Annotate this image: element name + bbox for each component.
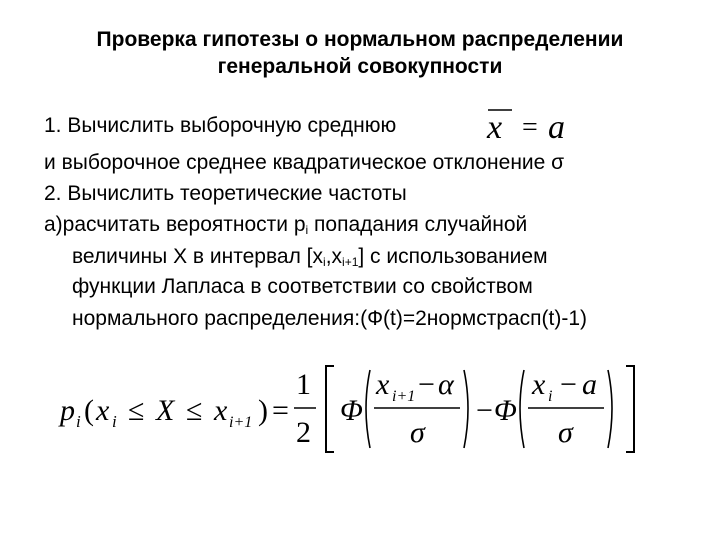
fraction-denominator: 2 [296, 416, 311, 449]
laplace-line: функции Лапласа в соответствии со свойством [72, 275, 533, 298]
num-1-subscript: i+1 [392, 388, 416, 405]
num-1-alpha: α [438, 368, 454, 401]
num-2-minus: − [560, 368, 577, 401]
subscript-i: i [305, 223, 309, 237]
fraction-numerator: 1 [296, 368, 311, 401]
interval-text-end: ] с использованием [358, 245, 548, 268]
den-1-sigma: σ [410, 416, 425, 449]
open-paren: ( [84, 394, 94, 427]
step-a-text-end: попадания случайной [308, 213, 528, 236]
step-1-text: 1. Вычислить выборочную среднюю [44, 114, 397, 137]
phi-1-close-paren [464, 370, 468, 448]
normal-distribution-line: нормального распределения:(Ф(t)=2нормстрасп(t)-1) [72, 307, 588, 330]
interval-line [72, 245, 548, 274]
mean-x: x [487, 109, 503, 144]
step-a-text: а)расчитать вероятности p [44, 213, 306, 236]
x-left-subscript: i [112, 412, 117, 431]
x-right-subscript: i+1 [229, 414, 253, 431]
subscript-i-plus-1: i+1 [342, 255, 359, 269]
den-2-sigma: σ [558, 416, 573, 449]
mean-a: a [548, 109, 565, 144]
slide-title [40, 26, 680, 80]
p-symbol: p [60, 394, 75, 427]
num-1-x: x [376, 368, 390, 401]
num-2-x: x [532, 368, 546, 401]
interval-text: величины Х в интервал [x [72, 245, 324, 268]
title-line-1: Проверка гипотезы о нормальном распределении [96, 28, 624, 51]
close-paren: ) [258, 394, 268, 427]
left-bracket [326, 366, 334, 452]
subscript-i: i [323, 255, 326, 269]
phi-symbol-2: Φ [494, 394, 517, 427]
num-2-a: a [582, 368, 597, 401]
title-line-2: генеральной совокупности [217, 55, 503, 78]
step-a-line [44, 213, 527, 242]
p-subscript: i [76, 412, 81, 431]
sample-mean-formula [482, 104, 582, 144]
num-2-subscript: i [548, 388, 553, 405]
phi-1-open-paren [366, 370, 370, 448]
step-1-continuation: и выборочное среднее квадратическое отклонение σ [44, 151, 565, 174]
random-variable-X: X [156, 394, 175, 427]
equals-sign: = [522, 112, 538, 143]
probability-formula [58, 360, 658, 460]
right-bracket [626, 366, 634, 452]
phi-2-close-paren [608, 370, 612, 448]
le-sign-1: ≤ [128, 394, 145, 427]
phi-symbol-1: Φ [340, 394, 363, 427]
phi-2-open-paren [520, 370, 524, 448]
le-sign-2: ≤ [186, 394, 203, 427]
step-2-text: 2. Вычислить теоретические частоты [44, 182, 407, 205]
between-minus: − [476, 394, 493, 427]
x-left: x [96, 394, 110, 427]
x-right: x [214, 394, 228, 427]
equals: = [272, 394, 289, 427]
interval-comma: ,x [325, 245, 343, 268]
num-1-minus: − [418, 368, 435, 401]
